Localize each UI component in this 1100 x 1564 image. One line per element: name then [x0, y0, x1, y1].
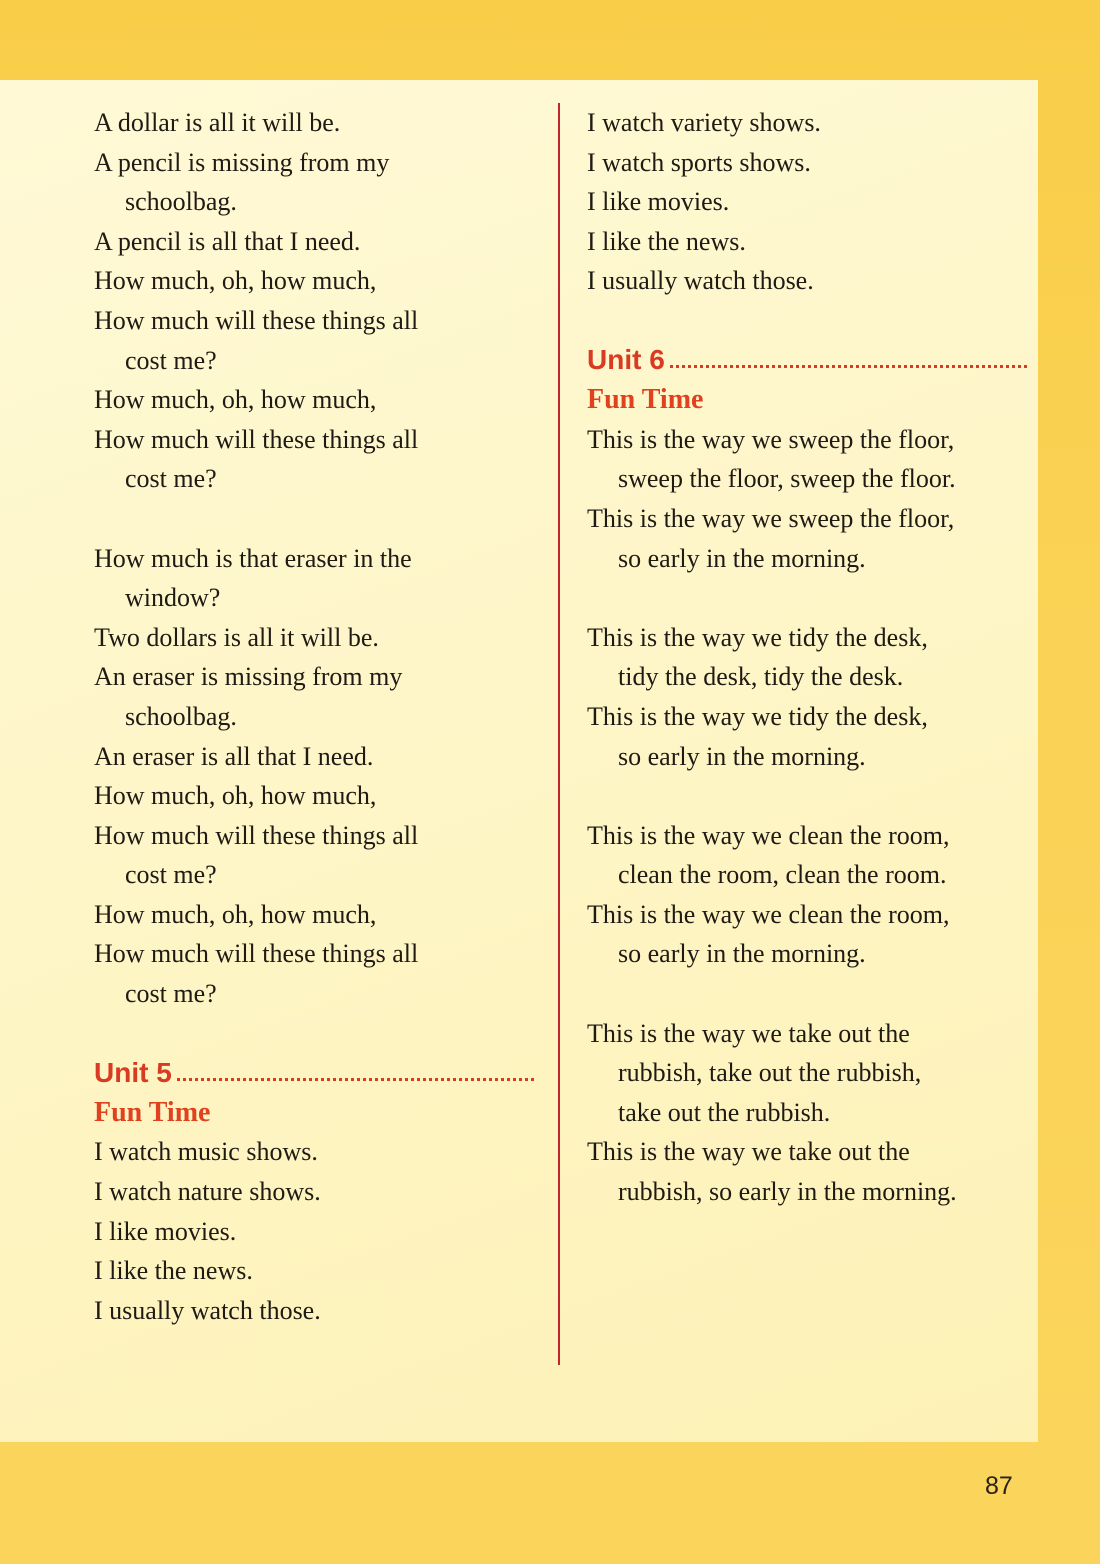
lyric-line: How much will these things all — [94, 424, 419, 454]
lyric-line: This is the way we clean the room, — [587, 899, 950, 929]
lyric-line: Two dollars is all it will be. — [94, 622, 379, 652]
lyric-line: An eraser is all that I need. — [94, 741, 374, 771]
lyric-line: I like movies. — [94, 1216, 237, 1246]
lyric-line: This is the way we sweep the floor, — [587, 424, 955, 454]
lyric-line: A dollar is all it will be. — [94, 108, 341, 137]
lyric-line: so early in the morning. — [618, 741, 866, 771]
page-number: 87 — [985, 1472, 1013, 1500]
lyric-line: schoolbag. — [125, 187, 237, 217]
lyric-line: How much will these things all — [94, 939, 419, 969]
lyric-line: I usually watch those. — [94, 1295, 321, 1325]
lyric-line: This is the way we sweep the floor, — [587, 503, 955, 533]
lyric-line: window? — [125, 583, 221, 613]
dotted-rule — [177, 1078, 534, 1081]
unit-6-title: Unit 6 — [587, 344, 665, 376]
lyric-line: tidy the desk, tidy the desk. — [618, 662, 904, 692]
left-column — [94, 103, 534, 1330]
lyric-line: How much will these things all — [94, 820, 419, 850]
lyric-line: so early in the morning. — [618, 543, 866, 573]
column-divider — [558, 103, 560, 1365]
lyric-line: rubbish, so early in the morning. — [618, 1177, 957, 1207]
lyric-line: A pencil is all that I need. — [94, 226, 361, 256]
lyric-line: schoolbag. — [125, 701, 237, 731]
unit-6-heading — [587, 341, 1027, 381]
lyric-line: cost me? — [125, 979, 217, 1009]
lyric-line: I watch variety shows. — [587, 108, 821, 137]
lyric-line: I watch nature shows. — [94, 1177, 321, 1207]
unit-5-heading — [94, 1053, 534, 1093]
lyric-line: I usually watch those. — [587, 266, 814, 296]
lyric-line: sweep the floor, sweep the floor. — [618, 464, 956, 494]
lyric-line: This is the way we tidy the desk, — [587, 701, 928, 731]
lyric-line: This is the way we clean the room, — [587, 820, 950, 850]
lyric-line: rubbish, take out the rubbish, — [618, 1058, 922, 1088]
lyric-line: How much, oh, how much, — [94, 266, 377, 296]
lyric-line: cost me? — [125, 464, 217, 494]
lyric-line: I like the news. — [94, 1256, 253, 1286]
lyric-line: take out the rubbish. — [618, 1097, 831, 1127]
lyric-line: How much, oh, how much, — [94, 899, 377, 929]
unit-6-subtitle: Fun Time — [587, 384, 704, 416]
lyric-line: cost me? — [125, 860, 217, 890]
lyric-line: How much will these things all — [94, 305, 419, 335]
dotted-rule — [670, 365, 1027, 368]
lyric-line: I watch sports shows. — [587, 147, 811, 177]
right-column — [587, 103, 1027, 1212]
lyric-line: This is the way we take out the — [587, 1018, 910, 1048]
lyric-line: An eraser is missing from my — [94, 662, 403, 692]
unit-5-title: Unit 5 — [94, 1057, 172, 1089]
lyric-line: so early in the morning. — [618, 939, 866, 969]
lyric-line: I like the news. — [587, 226, 746, 256]
lyric-line: This is the way we tidy the desk, — [587, 622, 928, 652]
unit-5-subtitle: Fun Time — [94, 1096, 211, 1128]
lyric-line: cost me? — [125, 345, 217, 375]
lyric-line: I watch music shows. — [94, 1137, 318, 1167]
lyric-line: How much, oh, how much, — [94, 781, 377, 811]
lyric-line: This is the way we take out the — [587, 1137, 910, 1167]
lyric-line: I like movies. — [587, 187, 730, 217]
lyric-line: How much, oh, how much, — [94, 385, 377, 415]
lyric-line: A pencil is missing from my — [94, 147, 390, 177]
lyric-line: clean the room, clean the room. — [618, 860, 947, 890]
lyric-line: How much is that eraser in the — [94, 543, 412, 573]
